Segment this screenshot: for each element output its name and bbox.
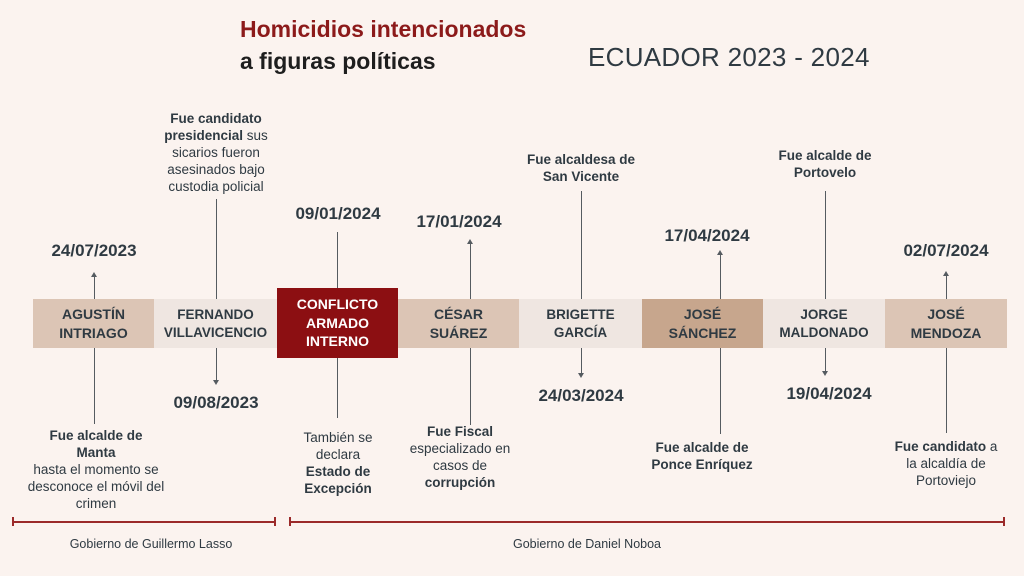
- connector-line: [720, 348, 721, 434]
- date-sanchez: 17/04/2024: [664, 226, 750, 245]
- connector-line: [94, 348, 95, 424]
- note-bold: Fue candidato: [170, 111, 262, 126]
- segment-line: JOSÉ: [927, 306, 965, 323]
- note-garcia: [511, 152, 651, 186]
- note-maldonado: [755, 148, 895, 182]
- segment-jorge-maldonado: [763, 299, 885, 348]
- note-conflicto: [283, 430, 393, 498]
- gov-range-tick: [12, 517, 14, 526]
- connector-line: [946, 275, 947, 299]
- date-garcia: 24/03/2024: [538, 386, 624, 405]
- note-sanchez: [632, 440, 772, 474]
- note-bold: corrupción: [424, 474, 496, 490]
- connector-line: [337, 232, 338, 288]
- connector-line: [216, 348, 217, 381]
- note-bold: Fue alcalde de Manta: [49, 428, 143, 460]
- arrow-down-icon: [578, 373, 584, 378]
- note-bold: Ponce Enríquez: [651, 456, 753, 472]
- note-bold: Fue alcalde de: [778, 148, 872, 163]
- gov-label-noboa: Gobierno de Daniel Noboa: [512, 537, 662, 551]
- note-villavicencio: [146, 111, 286, 195]
- segment-line: INTRIAGO: [59, 324, 128, 341]
- date-intriago: 24/07/2023: [51, 241, 137, 260]
- segment-line: MALDONADO: [779, 324, 869, 340]
- gov-range-tick: [274, 517, 276, 526]
- connector-line: [216, 199, 217, 299]
- gov-label-lasso: Gobierno de Guillermo Lasso: [69, 537, 233, 551]
- connector-line: [581, 348, 582, 374]
- note-mendoza: [881, 439, 1011, 490]
- date-villavicencio: 09/08/2023: [173, 393, 259, 412]
- connector-line: [825, 348, 826, 372]
- note-suarez: [405, 424, 515, 492]
- connector-line: [470, 243, 471, 299]
- date-maldonado: 19/04/2024: [786, 384, 872, 403]
- note-text: hasta el momento se desconoce el móvil del crimen: [27, 461, 165, 511]
- gov-range-tick: [1003, 517, 1005, 526]
- note-bold: Fue Fiscal: [426, 424, 494, 439]
- note-text: la alcaldía de Portoviejo: [906, 455, 986, 488]
- connector-line: [825, 191, 826, 299]
- segment-jose-sanchez: [642, 299, 763, 348]
- segment-line: CONFLICTO: [296, 295, 379, 312]
- date-conflicto: 09/01/2024: [295, 204, 381, 223]
- title-line-2: a figuras políticas: [240, 48, 436, 74]
- arrow-down-icon: [822, 371, 828, 376]
- note-bold: Fue alcalde de: [655, 440, 749, 455]
- connector-line: [946, 348, 947, 433]
- gov-range-tick: [289, 517, 291, 526]
- segment-line: JOSÉ: [683, 306, 722, 323]
- note-bold: Estado de Excepción: [304, 463, 372, 496]
- segment-line: BRIGETTE: [546, 306, 615, 322]
- subtitle: ECUADOR 2023 - 2024: [588, 42, 870, 72]
- note-text: sicarios fueron asesinados bajo custodia policial: [167, 144, 265, 194]
- connector-line: [581, 191, 582, 299]
- segment-conflicto-armado-interno: [277, 288, 398, 358]
- segment-jose-mendoza: [885, 299, 1007, 348]
- note-intriago: [11, 428, 181, 512]
- gov-range-noboa: [289, 521, 1005, 523]
- note-text: También se declara: [303, 430, 373, 462]
- segment-fernando-villavicencio: [154, 299, 277, 348]
- note-bold: Portovelo: [793, 164, 857, 180]
- segment-line: INTERNO: [306, 333, 369, 350]
- segment-line: SUÁREZ: [429, 324, 488, 341]
- note-text: sus: [246, 127, 268, 143]
- arrow-down-icon: [213, 380, 219, 385]
- segment-line: FERNANDO: [177, 306, 254, 322]
- note-bold: Fue candidato: [894, 439, 987, 454]
- segment-brigette-garcia: [519, 299, 642, 348]
- segment-line: CÉSAR: [433, 306, 483, 323]
- date-mendoza: 02/07/2024: [903, 241, 989, 260]
- connector-line: [337, 358, 338, 418]
- segment-line: JORGE: [800, 306, 848, 322]
- note-bold: San Vicente: [542, 168, 620, 184]
- note-text: especializado en casos de: [409, 440, 511, 473]
- note-bold: Fue alcaldesa de: [526, 152, 636, 167]
- gov-range-lasso: [12, 521, 276, 523]
- segment-line: SÁNCHEZ: [668, 324, 737, 341]
- note-text: a: [989, 439, 998, 454]
- segment-line: GARCÍA: [553, 324, 608, 340]
- segment-agustin-intriago: [33, 299, 154, 348]
- connector-line: [470, 348, 471, 425]
- connector-line: [94, 276, 95, 299]
- title-line-1: Homicidios intencionados: [240, 16, 527, 42]
- note-bold: presidencial: [164, 127, 243, 143]
- date-suarez: 17/01/2024: [416, 212, 502, 231]
- segment-line: ARMADO: [306, 314, 369, 331]
- segment-line: VILLAVICENCIO: [163, 324, 268, 340]
- segment-line: AGUSTÍN: [61, 306, 125, 323]
- segment-line: MENDOZA: [910, 324, 982, 341]
- connector-line: [720, 254, 721, 299]
- segment-cesar-suarez: [398, 299, 519, 348]
